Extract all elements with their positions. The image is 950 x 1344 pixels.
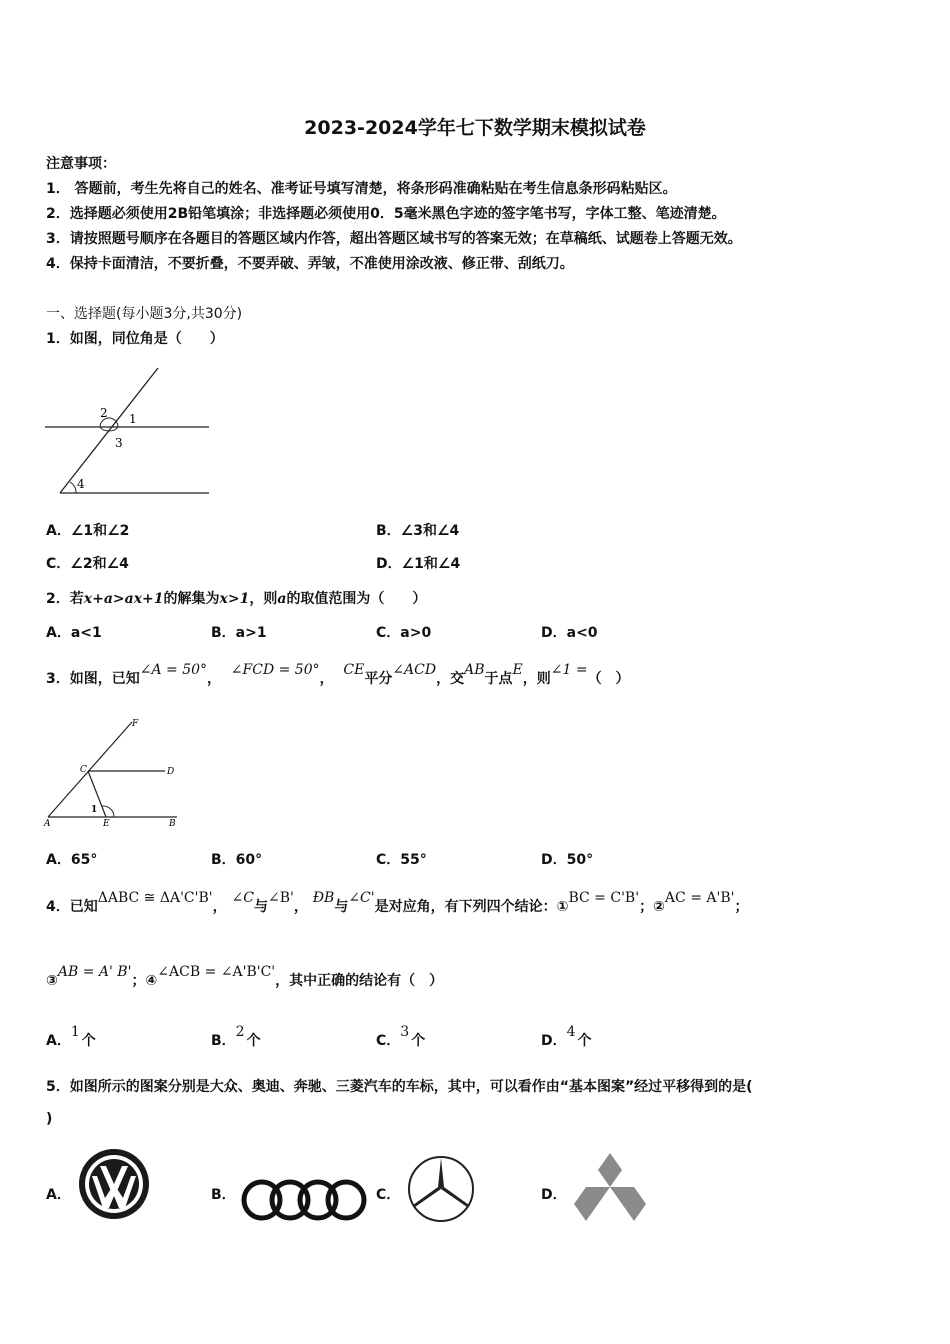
q3-fig-label-c: C bbox=[80, 765, 87, 775]
q2-solution: x>1 bbox=[219, 591, 250, 607]
q1-option-c: C．∠2和∠4 bbox=[46, 556, 129, 572]
notice-item-1: 1． 答题前，考生先将自己的姓名、准考证号填写清楚，将条形码准确粘贴在考生信息条形码粘贴区。 bbox=[46, 181, 677, 197]
q3-option-b: B．60° bbox=[211, 852, 263, 868]
q1-stem: 1．如图，同位角是（ ） bbox=[46, 331, 224, 347]
q2-option-a: A．a<1 bbox=[46, 625, 102, 641]
q1-fig-label-3: 3 bbox=[115, 436, 123, 450]
q3-fig-label-1: 1 bbox=[91, 805, 98, 815]
notice-heading: 注意事项： bbox=[46, 156, 116, 172]
q2-option-c: C．a>0 bbox=[376, 625, 432, 641]
notice-item-3: 3．请按照题号顺序在各题目的答题区域内作答，超出答题区域书写的答案无效；在草稿纸、试题卷上答题无效。 bbox=[46, 231, 742, 247]
q3-fig-label-b: B bbox=[169, 819, 176, 829]
q3-fig-label-e: E bbox=[103, 819, 110, 829]
q1-figure bbox=[40, 360, 220, 502]
q3-option-c: C．55° bbox=[376, 852, 427, 868]
q1-fig-label-1: 1 bbox=[129, 412, 137, 426]
q4-option-b: B．2个 bbox=[211, 1024, 261, 1049]
mercedes-logo bbox=[404, 1152, 478, 1226]
q5-option-d-label: D． bbox=[541, 1187, 567, 1203]
q5-stem-line-1: 5．如图所示的图案分别是大众、奥迪、奔驰、三菱汽车的车标，其中，可以看作由“基本图案”经过平移得到的是( bbox=[46, 1079, 753, 1095]
q1-fig-label-2: 2 bbox=[100, 406, 108, 420]
q5-option-b-label: B． bbox=[211, 1187, 236, 1203]
q1-option-a: A．∠1和∠2 bbox=[46, 523, 130, 539]
section-heading: 一、选择题(每小题3分,共30分) bbox=[46, 306, 243, 322]
q5-option-a-label: A． bbox=[46, 1187, 71, 1203]
notice-item-2: 2．选择题必须使用2B铅笔填涂；非选择题必须使用0．5毫米黑色字迹的签字笔书写，字体工整、笔迹清楚。 bbox=[46, 206, 726, 222]
q2-stem: 2．若x+a>ax+1的解集为x>1，则a的取值范围为（ ） bbox=[46, 591, 427, 607]
q5-stem-line-2: ) bbox=[46, 1111, 53, 1127]
q3-fig-label-a: A bbox=[44, 819, 51, 829]
q3-figure bbox=[40, 715, 185, 830]
q3-option-a: A．65° bbox=[46, 852, 98, 868]
q4-option-c: C．3个 bbox=[376, 1024, 426, 1049]
q2-option-b: B．a>1 bbox=[211, 625, 267, 641]
q3-option-d: D．50° bbox=[541, 852, 594, 868]
q3-fig-label-f: F bbox=[132, 719, 139, 729]
page-title: 2023-2024学年七下数学期末模拟试卷 bbox=[304, 117, 646, 139]
volkswagen-logo bbox=[76, 1146, 152, 1222]
q1-fig-label-4: 4 bbox=[77, 477, 85, 491]
q5-option-c-label: C． bbox=[376, 1187, 401, 1203]
q3-stem: 3．如图，已知∠A = 50°， ∠FCD = 50°， CE平分∠ACD，交AB于点E，则∠1 =（ ） bbox=[46, 662, 630, 687]
q4-stem-line-1: 4．已知ΔABC ≅ ΔA'C'B'， ∠C与∠B'， ÐB与∠C'是对应角，有下列四个结论：①BC = C'B'；②AC = A'B'； bbox=[46, 890, 749, 915]
q2-inequality: x+a>ax+1 bbox=[83, 591, 164, 607]
q4-option-d: D．4个 bbox=[541, 1024, 592, 1049]
audi-logo bbox=[240, 1174, 370, 1224]
notice-item-4: 4．保持卡面清洁，不要折叠，不要弄破、弄皱，不准使用涂改液、修正带、刮纸刀。 bbox=[46, 256, 574, 272]
q3-fig-label-d: D bbox=[167, 767, 175, 777]
q1-option-d: D．∠1和∠4 bbox=[376, 556, 461, 572]
mitsubishi-logo bbox=[572, 1150, 648, 1224]
q1-option-b: B．∠3和∠4 bbox=[376, 523, 460, 539]
q4-option-a: A．1个 bbox=[46, 1024, 96, 1049]
q2-option-d: D．a<0 bbox=[541, 625, 598, 641]
q4-stem-line-2: ③AB = A' B'；④∠ACB = ∠A'B'C'，其中正确的结论有（ ） bbox=[46, 964, 444, 989]
